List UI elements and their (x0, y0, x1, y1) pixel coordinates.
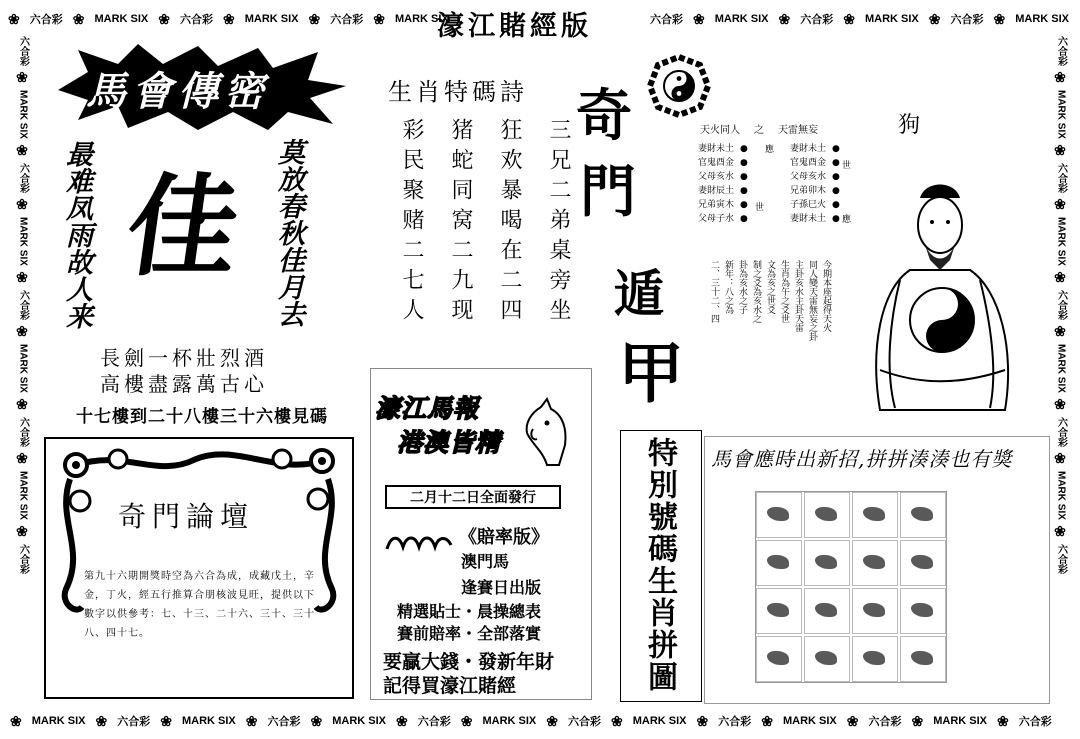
ad-brand-line1: 濠江馬報 (375, 394, 480, 423)
big-clue-character: 佳 (119, 162, 248, 291)
poem-column: 猪蛇同窝二九现 (448, 118, 473, 328)
border-text: MARK SIX (1015, 13, 1070, 25)
flower-icon: ❀ (1053, 269, 1069, 286)
explanation-col: 主卦亥水主卦天雷 (793, 260, 803, 332)
puzzle-piece (852, 588, 898, 634)
puzzle-piece (900, 492, 946, 538)
border-text: MARK SIX (864, 13, 919, 25)
hexagram-line: 妻財未土 ● (698, 144, 748, 154)
flower-icon: ❀ (15, 523, 31, 540)
border-text: 六合彩 (417, 716, 451, 728)
border-text: MARK SIX (782, 715, 837, 727)
explanation-col: 二、三十二、四 (709, 260, 719, 323)
border-text: MARK SIX (94, 13, 149, 25)
horse-silhouette-icon (385, 529, 455, 559)
flower-icon: ❀ (15, 450, 31, 467)
slogan-line-1: 要贏大錢・發新年財 (383, 652, 555, 673)
line-label: 官鬼酉金 (698, 158, 735, 168)
qimen-char: 遁 (614, 264, 664, 323)
hexagram-line: 官鬼酉金 ● (790, 158, 840, 168)
zodiac-puzzle-grid (755, 491, 947, 683)
publish-schedule: 逢賽日出版 (461, 580, 542, 597)
flower-icon: ❀ (1053, 323, 1069, 340)
slogan-line-2: 記得買濠江賭經 (383, 676, 517, 697)
line-label: 父母亥水 (698, 172, 735, 182)
flower-icon: ❀ (696, 712, 709, 729)
border-text: 六合彩 (800, 14, 834, 26)
hexagram-line: 妻財未土 ● (790, 144, 840, 154)
flower-icon: ❀ (72, 10, 85, 27)
explanation-col: 卦為亥水之子 (737, 260, 747, 314)
puzzle-piece (756, 492, 802, 538)
flower-icon: ❀ (15, 396, 31, 413)
border-text: MARK SIX (714, 13, 769, 25)
leak-banner (48, 42, 348, 132)
poem-title: 生肖特碼詩 (388, 78, 528, 106)
poem-column: 彩民聚赌二七人 (399, 118, 424, 328)
hexagram-line: 妻財未土 ● (790, 214, 840, 224)
line-label: 子孫巳火 (790, 200, 827, 210)
puzzle-piece (804, 492, 850, 538)
flower-icon: ❀ (160, 712, 172, 729)
flower-icon: ❀ (693, 10, 705, 27)
hexagram-header (700, 124, 850, 138)
puzzle-piece (804, 636, 850, 682)
line-label: 妻財辰土 (698, 186, 735, 196)
flower-icon: ❀ (911, 712, 924, 729)
ad-box (370, 368, 592, 700)
qimen-explanation (702, 260, 832, 400)
forum-body: 第九十六期開獎時空為六合為成，成藏戊土，辛金，丁火，經五行推算合朋核波見旺，提供以下數字以供參考：七、十三、二十六、三十、三十八、四十七。 (84, 571, 315, 639)
border-text: 六合彩 (179, 14, 213, 26)
border-text: MARK SIX (933, 715, 988, 727)
border-text: 六合彩 (330, 14, 364, 26)
poem-column: 狂欢暴喝在二四 (497, 118, 522, 328)
clue-line-2: 高樓盡露萬古心 (100, 372, 268, 396)
border-text: MARK SIX (17, 216, 29, 266)
flower-icon: ❀ (761, 712, 773, 729)
border-text: 六合彩 (950, 14, 984, 26)
odds-title: 《賠率版》 (459, 527, 549, 548)
ying-mark: 應 (842, 215, 852, 225)
hexagram-line: 兄弟卯木 ● (790, 186, 840, 196)
border-text: 六合彩 (868, 716, 902, 728)
border-text: 六合彩 (17, 162, 29, 193)
border-text: MARK SIX (31, 715, 86, 727)
border-text: 六合彩 (650, 14, 683, 26)
hexagram-line: 父母亥水 ● (698, 172, 748, 182)
line-label: 妻財未土 (790, 214, 827, 224)
border-text: MARK SIX (332, 715, 387, 727)
flower-icon: ❀ (460, 712, 473, 729)
hexagram-line: 妻財辰土 ● (698, 186, 748, 196)
border-text: 六合彩 (1055, 289, 1067, 320)
special-title-box (620, 430, 702, 702)
puzzle-piece (756, 636, 802, 682)
horse-head-icon (521, 399, 571, 469)
special-title: 特別號碼生肖拼圖 (643, 437, 676, 693)
clue-line-1: 長劍一杯壯烈酒 (100, 346, 268, 370)
qimen-char: 奇 (576, 83, 632, 149)
puzzle-caption: 馬會應時出新招,拼拼湊湊也有獎 (711, 447, 1013, 471)
border-text: 六合彩 (17, 416, 29, 447)
sage-figure-icon (840, 170, 1040, 410)
border-text: MARK SIX (1055, 470, 1067, 520)
border-text: MARK SIX (17, 90, 29, 139)
shi-mark: 世 (755, 203, 765, 213)
flower-icon: ❀ (373, 10, 385, 27)
flower-icon: ❀ (310, 712, 323, 729)
flower-icon: ❀ (1053, 196, 1069, 213)
border-text: 六合彩 (17, 36, 29, 66)
flower-icon: ❀ (10, 712, 22, 729)
border-text: MARK SIX (632, 715, 687, 727)
flower-icon: ❀ (1053, 70, 1069, 86)
explanation-col: 今期本座起得天火 (821, 260, 831, 332)
forum-box (44, 437, 354, 699)
border-top-right (650, 8, 1072, 30)
puzzle-piece (804, 540, 850, 586)
puzzle-piece (852, 492, 898, 538)
hexagram-line: 兄弟寅木 ● (698, 200, 748, 210)
border-text: MARK SIX (181, 715, 236, 727)
line-label: 妻財未土 (698, 144, 735, 154)
border-text: 六合彩 (267, 716, 301, 728)
flower-icon: ❀ (778, 10, 791, 27)
flower-icon: ❀ (95, 712, 108, 729)
border-text: 六合彩 (17, 543, 29, 574)
right-couplet: 莫放春秋佳月去 (273, 138, 304, 327)
flower-icon: ❀ (15, 70, 31, 86)
shi-mark: 世 (842, 161, 852, 171)
line-label: 兄弟寅木 (698, 200, 735, 210)
poem-column: 三兄二弟桌旁坐 (546, 118, 571, 328)
puzzle-panel (704, 436, 1050, 704)
clue-line-3: 十七樓到二十八樓三十六樓見碼 (76, 407, 328, 427)
flower-icon: ❀ (611, 712, 623, 729)
border-text: 六合彩 (1055, 543, 1067, 574)
flower-icon: ❀ (15, 323, 31, 340)
flower-icon: ❀ (546, 712, 558, 729)
flower-icon: ❀ (8, 10, 20, 27)
border-text: 六合彩 (29, 14, 63, 26)
puzzle-piece (756, 588, 802, 634)
animal-answer: 狗 (898, 113, 921, 138)
left-couplet: 最难凤雨故人来 (61, 140, 92, 329)
border-text: 六合彩 (1018, 716, 1052, 728)
puzzle-piece (756, 540, 802, 586)
flower-icon: ❀ (846, 712, 859, 729)
flower-icon: ❀ (1053, 523, 1069, 540)
flower-icon: ❀ (15, 142, 31, 159)
puzzle-piece (852, 540, 898, 586)
hexagram-name: 天雷無妄 (778, 125, 818, 136)
border-text: 六合彩 (17, 289, 29, 320)
flower-icon: ❀ (843, 10, 855, 27)
puzzle-piece (804, 588, 850, 634)
feature-line-1: 精選貼士・晨操總表 (397, 604, 542, 621)
flower-icon: ❀ (222, 10, 235, 27)
flower-icon: ❀ (993, 10, 1006, 27)
hexagram-line: 父母亥水 ● (790, 172, 840, 182)
border-text: 六合彩 (117, 716, 151, 728)
border-bottom (10, 710, 1072, 732)
border-text: MARK SIX (482, 715, 537, 727)
feature-line-2: 賽前賠率・全部落實 (397, 626, 542, 643)
hexagram-name: 天火同人 (700, 125, 740, 136)
release-date-box: 二月十二日全面發行 (385, 485, 561, 509)
border-text: MARK SIX (1055, 343, 1067, 393)
leak-banner-text: 馬會傳密 (86, 68, 270, 115)
flower-icon: ❀ (1053, 450, 1069, 467)
line-label: 官鬼酉金 (790, 158, 827, 168)
hexagram-table (700, 124, 850, 142)
border-text: MARK SIX (1055, 216, 1067, 266)
border-text: 六合彩 (568, 716, 601, 728)
border-text: 六合彩 (718, 716, 752, 728)
hexagram-connector: 之 (754, 125, 764, 136)
explanation-col: 生肖為午之爻世 (779, 260, 789, 323)
explanation-col: 文為亥之世爻 (765, 260, 775, 314)
explanation-col: 新年：八之為 (723, 260, 733, 314)
flower-icon: ❀ (15, 196, 31, 213)
flower-icon: ❀ (308, 10, 321, 27)
product-name: 澳門馬 (461, 554, 510, 571)
border-text: 六合彩 (1055, 416, 1067, 447)
flower-icon: ❀ (1053, 396, 1069, 413)
hexagram-line: 官鬼酉金 ● (698, 158, 748, 168)
border-text: MARK SIX (17, 343, 29, 393)
flower-icon: ❀ (245, 712, 258, 729)
page-title: 濠江賭經版 (437, 11, 592, 42)
poem-columns (396, 118, 574, 348)
border-text: MARK SIX (394, 13, 449, 25)
qimen-char: 甲 (618, 334, 684, 412)
yin-yang-bagua-icon (648, 55, 710, 117)
ad-brand-line2: 港澳皆精 (397, 428, 502, 457)
border-text: 六合彩 (1055, 162, 1067, 193)
forum-title: 奇門論壇 (118, 500, 255, 533)
line-label: 兄弟卯木 (790, 186, 827, 196)
qimen-char: 門 (580, 159, 636, 225)
line-label: 父母亥水 (790, 172, 827, 182)
puzzle-piece (900, 588, 946, 634)
flower-icon: ❀ (1053, 142, 1069, 159)
explanation-col: 制之爻為亥水之 (751, 260, 761, 323)
flower-icon: ❀ (997, 712, 1009, 729)
puzzle-piece (900, 636, 946, 682)
line-label: 父母子水 (698, 214, 735, 224)
border-text: MARK SIX (1055, 90, 1067, 139)
flower-icon: ❀ (158, 10, 170, 27)
explanation-col: 同人變天雷無妄之卦 (807, 260, 817, 341)
flower-icon: ❀ (928, 10, 941, 27)
hexagram-line: 父母子水 ● (698, 214, 748, 224)
border-text: MARK SIX (17, 470, 29, 520)
hexagram-line: 子孫巳火 ● (790, 200, 840, 210)
border-left (12, 36, 34, 706)
border-right (1050, 36, 1072, 706)
border-text: MARK SIX (244, 13, 299, 25)
ying-mark: 應 (765, 145, 775, 155)
border-text: 六合彩 (1055, 36, 1067, 66)
flower-icon: ❀ (396, 712, 408, 729)
line-label: 妻財未土 (790, 144, 827, 154)
flower-icon: ❀ (15, 269, 31, 286)
puzzle-piece (852, 636, 898, 682)
hexagram-left-lines (698, 142, 773, 226)
border-top-left (8, 8, 449, 30)
puzzle-piece (900, 540, 946, 586)
